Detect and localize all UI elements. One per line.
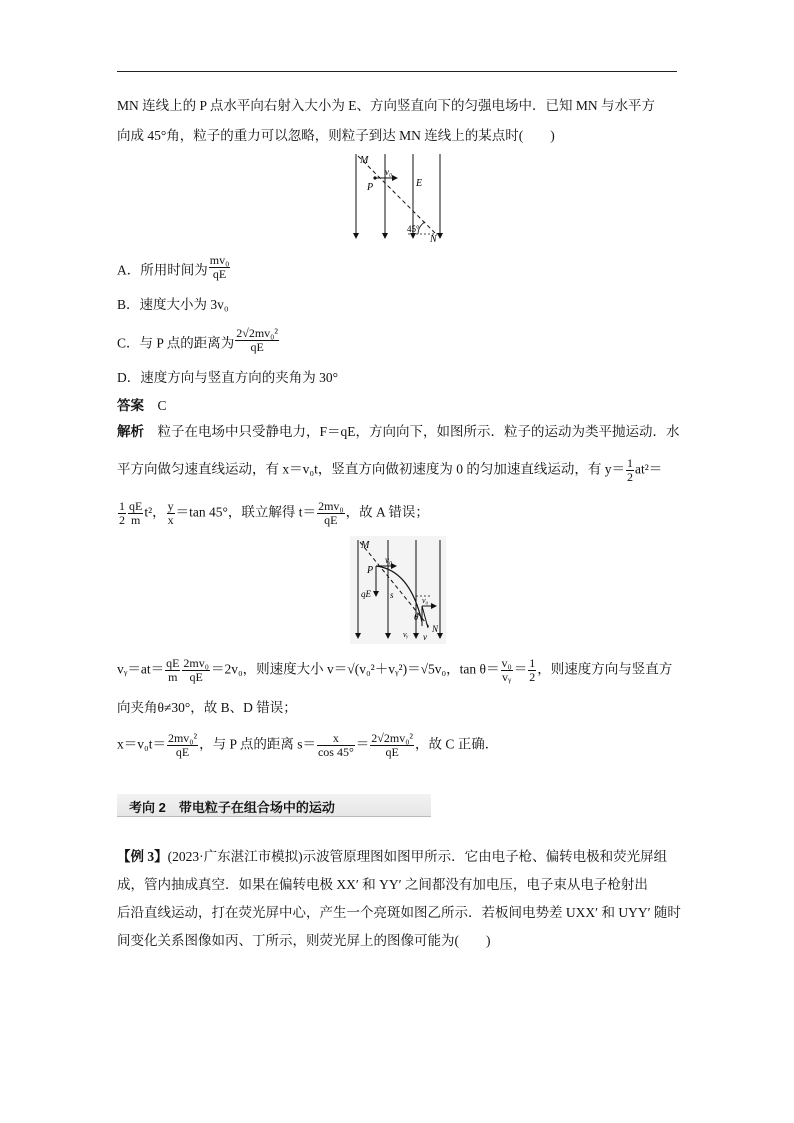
example3-line-2: 成，管内抽成真空．如果在偏转电极 XX′ 和 YY′ 之间都没有加电压，电子束从电子枪射出 [117,877,648,892]
analysis-line-3: $\frac{1}{2}$ $\frac{qE}{m}$ t²， $\frac{y}{x}$ ＝tan 45°，联立解得 t＝ $\frac{\text{2mv₀}}{qE}$ ，故 A 错误； [119,499,429,527]
section-title: 考向 2 带电粒子在组合场中的运动 [129,800,335,815]
label-45: 45° [407,224,420,234]
label-n: N [430,234,437,242]
example3-line-4: 间变化关系图像如丙、丁所示，则荧光屏上的图像可能为( ) [117,933,491,948]
label-v0: v₀ [385,167,393,177]
section-heading [117,794,431,817]
example3-line-3: 后沿直线运动，打在荧光屏中心，产生一个亮斑如图乙所示．若板间电势差 UXX′ 和 UYY′ 随时 [117,905,681,920]
question-line-2: 向成 45°角，粒子的重力可以忽略，则粒子到达 MN 连线上的某点时( ) [117,128,555,143]
label-m: M [360,155,369,166]
analysis-line-4: vᵧ＝at＝ $\frac{qE}{m}$ $\frac{\text{2mv₀}}{qE}$ ＝2v₀，则速度大小 v＝√(v₀²＋vᵧ²)＝√5v₀，tan θ＝ $\frac{\text{v₀}}{\text{vᵧ}}$ ＝ $\frac{1}{2}$ ，则速度方向与竖直方 [117,656,673,684]
label-p2: P [367,565,374,576]
analysis-line-2: 平方向做匀速直线运动，有 x＝v₀t，竖直方向做初速度为 0 的匀加速直线运动，有 y＝ $\frac{1}{2}$ at²＝ [117,456,663,484]
label-n2: N [432,624,439,634]
option-d: D．速度方向与竖直方向的夹角为 30° [117,370,339,385]
label-m2: M [361,540,370,551]
label-v0-2: v₀ [385,555,393,565]
question-line-1: MN 连线上的 P 点水平向右射入大小为 E、方向竖直向下的匀强电场中．已知 MN 与水平方 [117,98,656,113]
answer: 答案 C [117,398,167,413]
label-vy: vᵧ [403,630,409,639]
label-s: s [390,590,394,600]
label-e: E [416,178,423,189]
analysis-line-5: 向夹角θ≠30°，故 B、D 错误； [117,700,297,715]
label-qe: qE [361,589,371,599]
option-a: A．所用时间为 $\frac{\text{mv₀}}{qE}$ [117,253,230,281]
label-p: P [367,182,374,193]
label-theta: θ [414,612,419,622]
example3-line-1: 【例 3】(2023·广东湛江市模拟)示波管原理图如图甲所示．它由电子枪、偏转电极和荧光屏组 [117,849,668,864]
label-v0-3: v₀ [422,596,429,605]
option-c: C．与 P 点的距离为 $\frac{\text{2√2mv₀²}}{qE}$ [117,326,278,354]
figure-1-field-diagram [348,150,448,242]
figure-2-trajectory-diagram [350,536,446,644]
analysis-line-1: 解析 粒子在电场中只受静电力，F＝qE，方向向下，如图所示．粒子的运动为类平抛运动．水 [117,424,680,439]
label-v: v [423,632,427,642]
analysis-line-6: x＝v₀t＝ $\frac{\text{2mv₀²}}{qE}$ ，与 P 点的距离 s＝ $\frac{x}{\cos 45^\circ}$ ＝ $\frac{\text{2√2mv₀²}}{qE}$ ，故 C 正确． [117,731,499,759]
header-rule [117,71,677,72]
option-b: B．速度大小为 3v₀ [117,297,229,312]
